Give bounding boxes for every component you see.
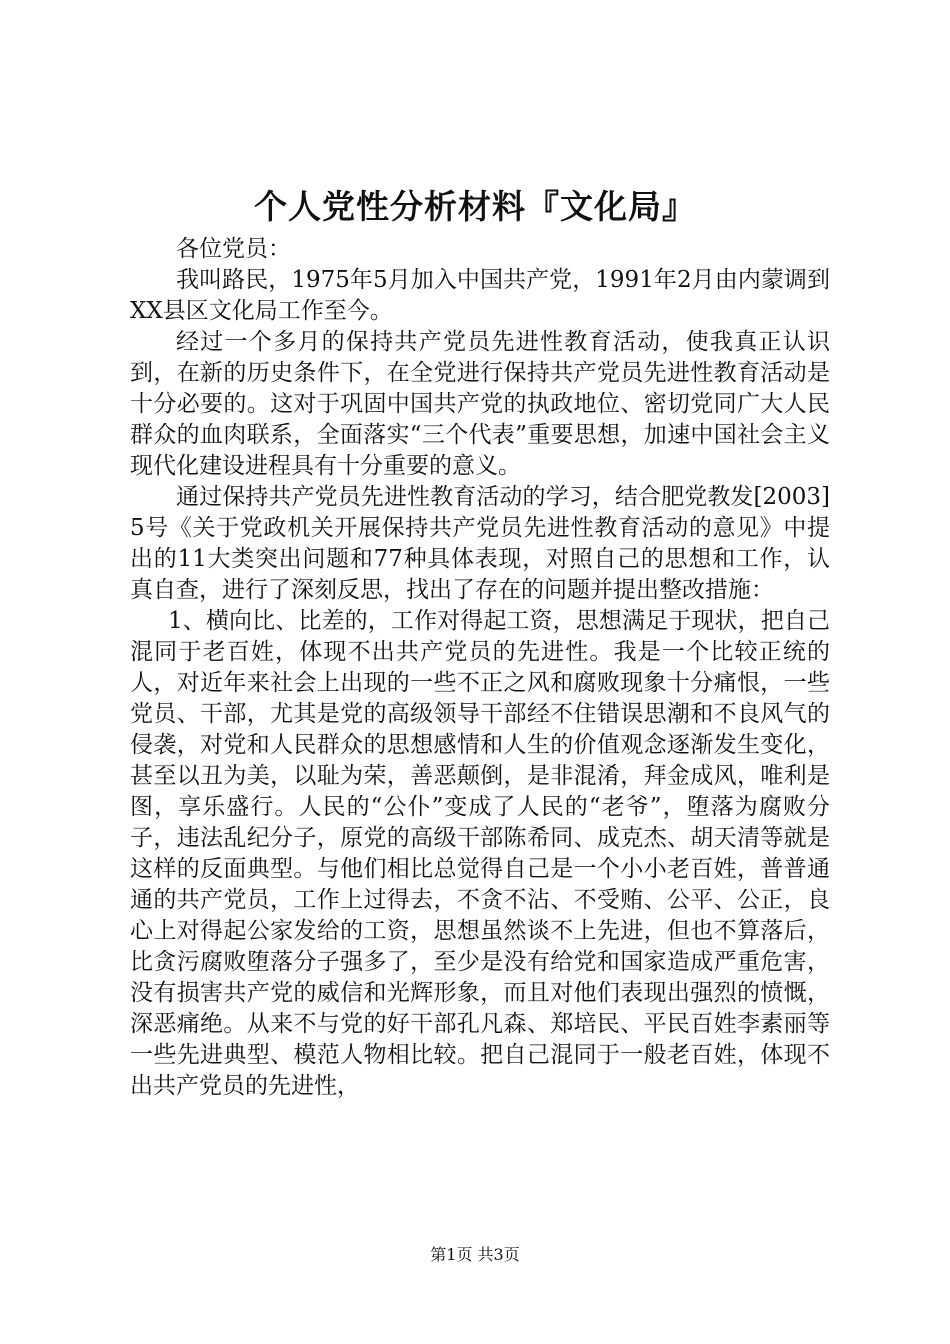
education-paragraph: 经过一个多月的保持共产党员先进性教育活动，使我真正认识到，在新的历史条件下，在全党进行保持共产党员先进性教育活动是十分必要的。这对于巩固中国共产党的执政地位、密切党同广大人民群众的血肉联系，全面落实“三个代表”重要思想，加速中国社会主义现代化建设进程具有十分重要的意义。 [130,329,830,479]
salutation-paragraph: 各位党员： [176,236,291,262]
document-title: 个人党性分析材料『文化局』 [254,187,696,226]
page-footer: 第1页 共3页 [430,1245,520,1264]
document-body [130,234,830,1102]
intro-paragraph: 我叫路民，1975年5月加入中国共产党，1991年2月由内蒙调到XX县区文化局工作至今。 [130,267,830,324]
issue-one-paragraph: 1、横向比、比差的，工作对得起工资，思想满足于现状，把自己混同于老百姓，体现不出共产党员的先进性。我是一个比较正统的人，对近年来社会上出现的一些不正之风和腐败现象十分痛恨，一些党员、干部，尤其是党的高级领导干部经不住错误思潮和不良风气的侵袭，对党和人民群众的思想感情和人生的价值观念逐渐发生变化，甚至以丑为美，以耻为荣，善恶颠倒，是非混淆，拜金成风，唯利是图，享乐盛行。人民的“公仆”变成了人民的“老爷”，堕落为腐败分子，违法乱纪分子，原党的高级干部陈希同、成克杰、胡天清等就是这样的反面典型。与他们相比总觉得自己是一个小小老百姓，普普通通的共产党员，工作上过得去，不贪不沾、不受贿、公平、公正，良心上对得起公家发给的工资，思想虽然谈不上先进，但也不算落后，比贪污腐败堕落分子强多了，至少是没有给党和国家造成严重危害，没有损害共产党的威信和光辉形象，而且对他们表现出强烈的愤慨，深恶痛绝。从来不与党的好干部孔凡森、郑培民、平民百姓李素丽等一些先进典型、模范人物相比较。把自己混同于一般老百姓，体现不出共产党员的先进性， [130,608,830,1099]
self-check-paragraph: 通过保持共产党员先进性教育活动的学习，结合肥党教发[2003]5号《关于党政机关开展保持共产党员先进性教育活动的意见》中提出的11大类突出问题和77种具体表现，对照自己的思想和工作，认真自查，进行了深刻反思，找出了存在的问题并提出整改措施： [130,484,830,603]
